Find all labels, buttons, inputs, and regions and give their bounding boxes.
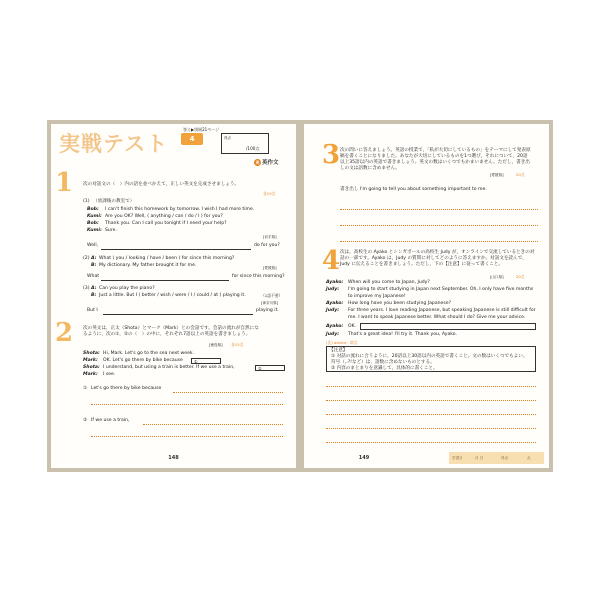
answer-line[interactable] [103, 314, 253, 315]
study-record-strip [449, 452, 544, 464]
ayako-answer-box[interactable] [360, 323, 536, 330]
score-unit: 点 [527, 456, 531, 460]
dialogue-line: to improve my Japanese! [348, 294, 406, 299]
dialogue-line: Are you OK? Well, ( anything / can / do / I ) for you? [105, 214, 223, 219]
speaker: Judy: [326, 287, 340, 292]
topic-badge [254, 158, 279, 166]
dialogue-line: me. I want to speak Japanese better. What should I do? Give me your advice. [348, 315, 526, 320]
unit-number-badge: 4 [181, 133, 203, 145]
speaker: Judy: [326, 332, 340, 337]
dialogue-line: OK. Let's go there by bike because [103, 358, 183, 363]
score-max: /100点 [246, 146, 260, 151]
page-title: 実戦テスト [59, 132, 169, 156]
answer-line[interactable] [326, 386, 536, 387]
answer-line[interactable] [326, 428, 536, 429]
dialogue-line: I understand, but using a train is better. If we use a train, [103, 365, 235, 370]
page-number: 149 [358, 455, 370, 461]
speaker: B: [91, 263, 97, 268]
speaker: Ayako: [326, 301, 344, 306]
q1-sub1-number: (1) [83, 199, 90, 204]
speaker: Kumi: [87, 214, 102, 219]
dialogue-line: My dictionary. My father brought it for me. [99, 263, 197, 268]
answer-line[interactable] [340, 225, 538, 226]
source: [愛媛県] [263, 266, 277, 270]
source: [愛媛県] [490, 173, 504, 177]
q4-instruction: 次は，高校生の Ayako とシンガポールの高校生 Judy が，オンラインで交流しているときの対話の一部です。Ayako は，Judy の質問に対してどのように答えますか。対話文を読んで，Judy に伝えることを書きましょう。ただし，下の【注意】に従って書くこと。 [340, 250, 535, 267]
answer-lead: Well, [87, 243, 99, 248]
q1-sub2-number: (2) [83, 256, 90, 261]
answer-line[interactable] [91, 404, 283, 405]
answer-tail: playing it. [256, 308, 279, 313]
dialogue-line: Just a little. But I ( better / wish / were / I / could / at ) playing it. [99, 293, 246, 298]
dialogue-line: I'm going to start studying in Japan next September. Oh, I only have five months [348, 287, 534, 292]
left-page [51, 124, 296, 468]
q1-sub1-scene: （放課後の教室で） [93, 199, 135, 204]
speaker: Ayako: [326, 324, 344, 329]
answer-lead: Let's go there by bike because [91, 386, 162, 391]
speaker: Ayako: [326, 280, 344, 285]
caution-box [326, 346, 536, 372]
blank-box-2: ② [255, 365, 285, 371]
page-number: 148 [168, 455, 179, 461]
vocab-note: (注) advice：助言 [326, 340, 358, 345]
right-page [304, 124, 549, 468]
dialogue-line: I can't finish this homework by tomorrow. I wish I had more time. [105, 207, 255, 212]
badge-label: 英作文 [262, 160, 279, 166]
speaker: A: [91, 256, 97, 261]
answer-line[interactable] [173, 392, 283, 393]
answer-line[interactable] [91, 436, 283, 437]
q3-instruction: 次の問いに答えましょう。英語の授業で，「私が大切にしているもの」をテーマにして発表原稿を書くことになりました。あなたが大切にしているものを1つ選び，それについて，20語以上35語以内の英語で書きましょう。英文の数はいくつでもかまいません。ただし，書き出しの文は語数に含めません。 [340, 148, 531, 171]
speaker: A: [91, 286, 97, 291]
question-number-3: 3 [322, 140, 341, 170]
answer-line[interactable] [326, 414, 536, 415]
caution-item-2: ② 内容のまとまりを意識して，具体的に書くこと。 [331, 366, 438, 371]
source: [岩手県] [263, 235, 277, 239]
answer-tail: do for you? [254, 243, 280, 248]
score-box [221, 133, 269, 154]
source: [山口県] [490, 275, 504, 279]
dialogue-line: For three years. I love reading Japanese, but speaking Japanese is still difficult for [348, 308, 536, 313]
question-number-1: 1 [55, 168, 74, 198]
answer-line[interactable] [326, 400, 536, 401]
lead-sentence: 書き出し I'm going to tell you about something important to me. [340, 187, 487, 192]
answer-lead: What [87, 274, 100, 279]
blank-box-1: ① [191, 358, 221, 364]
dialogue-line: OK. [348, 324, 357, 329]
score-label: 得点 [501, 456, 509, 460]
answer-lead: But I [87, 308, 98, 313]
speaker: Mark: [83, 372, 98, 377]
q3-points: 20点 [516, 172, 525, 177]
answer-line[interactable] [143, 424, 283, 425]
caution-title: 【注意】 [329, 348, 348, 353]
answer-line[interactable] [101, 249, 251, 250]
answer-line[interactable] [340, 241, 538, 242]
speaker: Mark: [83, 358, 98, 363]
answer-line[interactable] [326, 442, 536, 443]
speaker: Shota: [83, 365, 100, 370]
note: （1語不要） [261, 293, 283, 298]
question-number-4: 4 [322, 246, 341, 276]
dialogue-line: What ( you / looking / have / been ) for since this morning? [99, 256, 235, 261]
answer-line[interactable] [340, 209, 538, 210]
dialogue-line: Sure. [105, 228, 117, 233]
study-date-label: 学習日 [452, 456, 463, 460]
answer-number: ② [83, 418, 88, 423]
score-label: 得点 [224, 136, 231, 140]
speaker: Kumi: [87, 228, 102, 233]
dialogue-line: Thank you. Can I call you tonight if I need your help? [105, 221, 227, 226]
answer-number: ① [83, 386, 88, 391]
q4-points: 20点 [516, 274, 525, 279]
dialogue-line: I see. [103, 372, 116, 377]
dialogue-line: Can you play the piano? [99, 286, 155, 291]
dialogue-line: When will you come to Japan, Judy? [348, 280, 430, 285]
source: [徳島県] [209, 343, 223, 347]
answer-reference: 答え▶別冊21ページ [183, 127, 220, 132]
badge-icon: 英 [255, 160, 260, 165]
q1-instruction: 次の対話文の（ ）内の語を並べかえて，正しい英文を完成させましょう。 [83, 182, 240, 187]
q1-sub3-number: (3) [83, 286, 90, 291]
dialogue-line: Hi, Mark. Let's go to the sea next week. [103, 351, 195, 356]
study-date-value: 月 日 [475, 456, 484, 460]
source: [神奈川県] [261, 301, 279, 305]
answer-line[interactable] [101, 280, 229, 281]
q2-points: 各15点 [231, 342, 244, 347]
answer-tail: for since this morning? [232, 274, 285, 279]
speaker: Bob: [87, 221, 99, 226]
speaker: Judy: [326, 308, 340, 313]
answer-lead: If we use a train, [91, 418, 130, 423]
book-spread [47, 120, 553, 472]
speaker: Bob: [87, 207, 99, 212]
speaker: Shota: [83, 351, 100, 356]
q2-instruction: 次の英文は，正太（Shota）とマーク（Mark）との会話です。会話の流れが自然になるように，次の①，②の（ ）の中に，それぞれ7語以上の英語を書きましょう。 [83, 326, 259, 337]
speaker: B: [91, 293, 97, 298]
question-number-2: 2 [55, 318, 74, 348]
dialogue-line: How long have you been studying Japanese? [348, 301, 452, 306]
caution-item-1: ① 対話の流れに合うように，20語以上30語以内の英語で書くこと。文の数はいくつでもよい。符号（,.?!など）は，語数に含めないものとする。 [331, 354, 528, 365]
q1-points: 各10点 [263, 191, 276, 196]
dialogue-line: That's a great idea! I'll try it. Thank you, Ayako. [348, 332, 457, 337]
